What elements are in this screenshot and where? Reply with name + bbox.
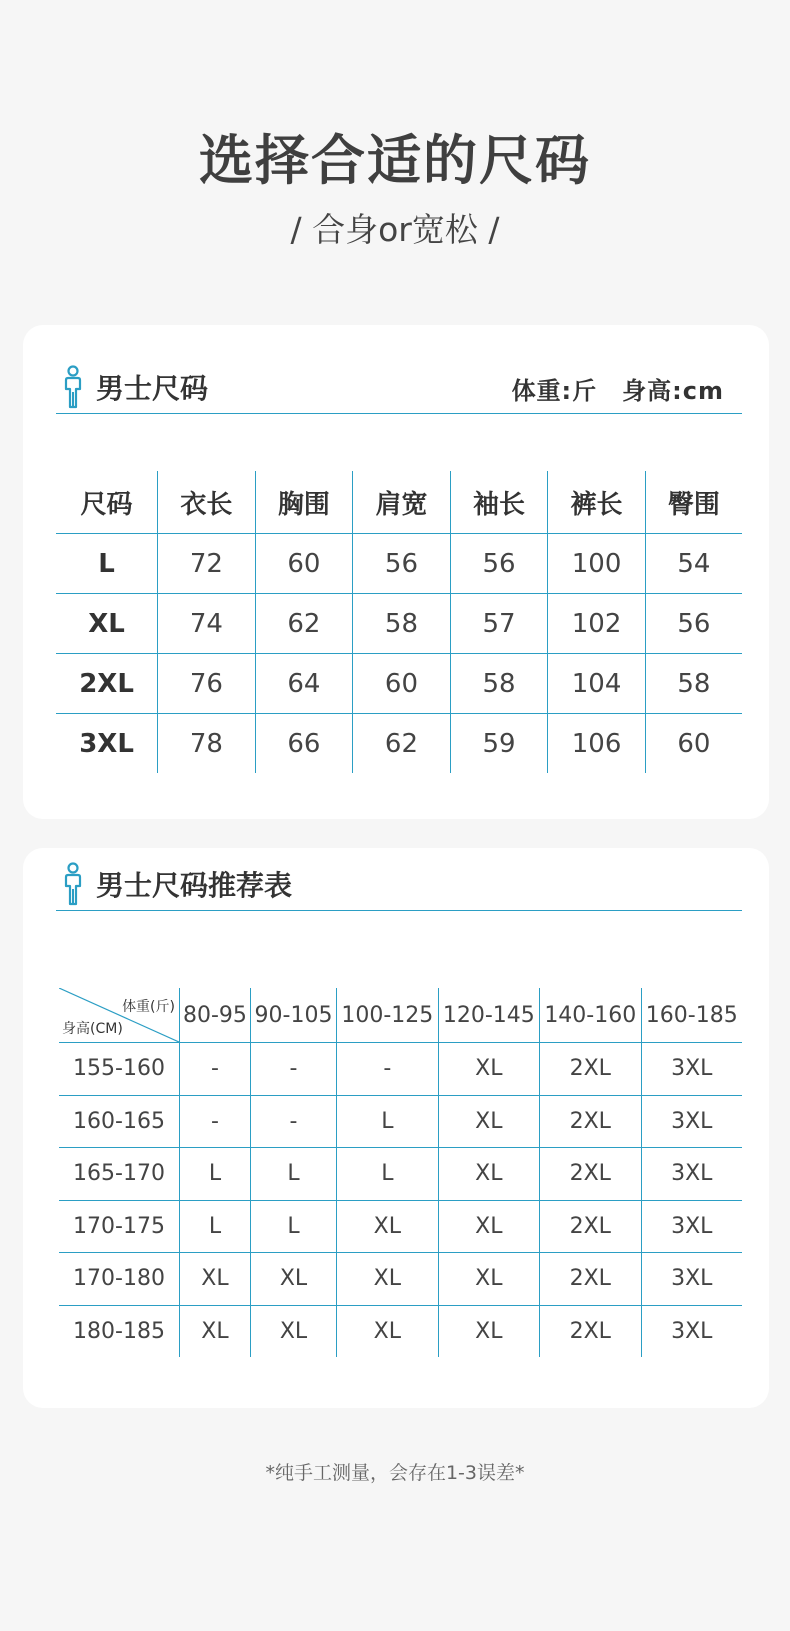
table-cell: 2XL — [540, 1200, 641, 1253]
table-cell: 106 — [548, 714, 646, 774]
col-header: 臀围 — [645, 471, 742, 534]
height-range-cell: 160-165 — [59, 1095, 180, 1148]
table-row — [59, 1148, 742, 1201]
table-cell: 60 — [255, 534, 353, 594]
size-cell: 2XL — [56, 654, 158, 714]
table-cell: 3XL — [641, 1200, 742, 1253]
col-header: 胸围 — [255, 471, 353, 534]
table-cell: 58 — [645, 654, 742, 714]
table-cell: 104 — [548, 654, 646, 714]
table-cell: 2XL — [540, 1305, 641, 1357]
table-cell: 58 — [353, 594, 451, 654]
table-cell: 76 — [158, 654, 256, 714]
page-title: 选择合适的尺码 — [199, 129, 591, 192]
table-cell: XL — [180, 1305, 251, 1357]
table-cell: L — [250, 1200, 336, 1253]
table-cell: 58 — [450, 654, 548, 714]
table-cell: - — [250, 1095, 336, 1148]
table-cell: XL — [180, 1253, 251, 1306]
table-cell: 60 — [353, 654, 451, 714]
table-cell: 62 — [353, 714, 451, 774]
weight-range-header: 80-95 — [180, 988, 251, 1043]
table-cell: 100 — [548, 534, 646, 594]
table-cell: L — [180, 1148, 251, 1201]
col-header: 尺码 — [80, 489, 133, 520]
table-cell: - — [337, 1043, 438, 1096]
weight-range-header: 90-105 — [250, 988, 336, 1043]
recommend-table — [59, 988, 742, 1357]
size-cell: XL — [56, 594, 158, 654]
size-cell: 3XL — [56, 714, 158, 774]
size-chart-card — [23, 325, 769, 819]
table-cell: XL — [337, 1305, 438, 1357]
table-cell: 54 — [645, 534, 742, 594]
table-cell: 2XL — [540, 1253, 641, 1306]
recommend-header-row — [59, 988, 742, 1043]
height-range-cell: 170-175 — [59, 1200, 180, 1253]
height-range-cell: 180-185 — [59, 1305, 180, 1357]
table-cell: XL — [337, 1253, 438, 1306]
table-cell: 102 — [548, 594, 646, 654]
table-cell: 56 — [645, 594, 742, 654]
size-cell: L — [56, 534, 158, 594]
table-cell: 62 — [255, 594, 353, 654]
table-cell: 64 — [255, 654, 353, 714]
table-cell: 59 — [450, 714, 548, 774]
table-cell: XL — [438, 1200, 539, 1253]
table-cell: 56 — [353, 534, 451, 594]
table-row — [59, 1305, 742, 1357]
table-row — [59, 1095, 742, 1148]
recommend-title: 男士尺码推荐表 — [96, 869, 293, 902]
col-header: 裤长 — [548, 471, 646, 534]
table-cell: L — [180, 1200, 251, 1253]
size-chart-header-row — [56, 471, 742, 534]
height-range-cell: 165-170 — [59, 1148, 180, 1201]
table-cell: XL — [250, 1305, 336, 1357]
weight-range-header: 140-160 — [540, 988, 641, 1043]
table-cell: 57 — [450, 594, 548, 654]
col-header: 袖长 — [450, 471, 548, 534]
table-cell: L — [337, 1148, 438, 1201]
weight-range-header: 100-125 — [337, 988, 438, 1043]
table-row — [56, 654, 742, 714]
size-chart-table — [56, 471, 742, 773]
table-row — [56, 534, 742, 594]
height-range-cell: 155-160 — [59, 1043, 180, 1096]
table-cell: 72 — [158, 534, 256, 594]
table-cell: 60 — [645, 714, 742, 774]
table-cell: 3XL — [641, 1148, 742, 1201]
table-cell: 3XL — [641, 1095, 742, 1148]
recommend-header — [56, 858, 742, 911]
table-cell: - — [180, 1043, 251, 1096]
table-row — [56, 714, 742, 774]
person-icon — [62, 862, 84, 906]
table-cell: 74 — [158, 594, 256, 654]
table-cell: 78 — [158, 714, 256, 774]
table-row — [56, 594, 742, 654]
table-cell: XL — [250, 1253, 336, 1306]
table-cell: 2XL — [540, 1043, 641, 1096]
recommend-card — [23, 848, 769, 1408]
weight-range-header: 120-145 — [438, 988, 539, 1043]
table-cell: XL — [438, 1253, 539, 1306]
table-cell: 3XL — [641, 1253, 742, 1306]
table-row — [59, 1200, 742, 1253]
height-range-cell: 170-180 — [59, 1253, 180, 1306]
weight-range-header: 160-185 — [641, 988, 742, 1043]
size-chart-units: 体重:斤 身高:cm — [511, 377, 724, 405]
table-cell: XL — [438, 1095, 539, 1148]
table-cell: 3XL — [641, 1305, 742, 1357]
table-cell: 56 — [450, 534, 548, 594]
table-cell: XL — [438, 1148, 539, 1201]
table-cell: L — [337, 1095, 438, 1148]
person-icon — [62, 365, 84, 409]
table-cell: 2XL — [540, 1148, 641, 1201]
table-cell: 2XL — [540, 1095, 641, 1148]
table-cell: XL — [438, 1305, 539, 1357]
corner-cell — [59, 988, 180, 1043]
col-header: 衣长 — [158, 471, 256, 534]
footnote: *纯手工测量，会存在1-3误差* — [265, 1462, 525, 1484]
table-cell: XL — [438, 1043, 539, 1096]
corner-height-label: 身高(CM) — [62, 1021, 123, 1037]
table-cell: 3XL — [641, 1043, 742, 1096]
table-cell: XL — [337, 1200, 438, 1253]
page-subtitle: / 合身or宽松 / — [290, 210, 500, 249]
table-cell: 66 — [255, 714, 353, 774]
table-row — [59, 1253, 742, 1306]
size-chart-title: 男士尺码 — [96, 372, 209, 405]
table-row — [59, 1043, 742, 1096]
table-cell: L — [250, 1148, 336, 1201]
table-cell: - — [250, 1043, 336, 1096]
table-cell: - — [180, 1095, 251, 1148]
col-header: 肩宽 — [353, 471, 451, 534]
corner-weight-label: 体重(斤) — [122, 999, 175, 1015]
size-chart-header — [56, 361, 742, 414]
